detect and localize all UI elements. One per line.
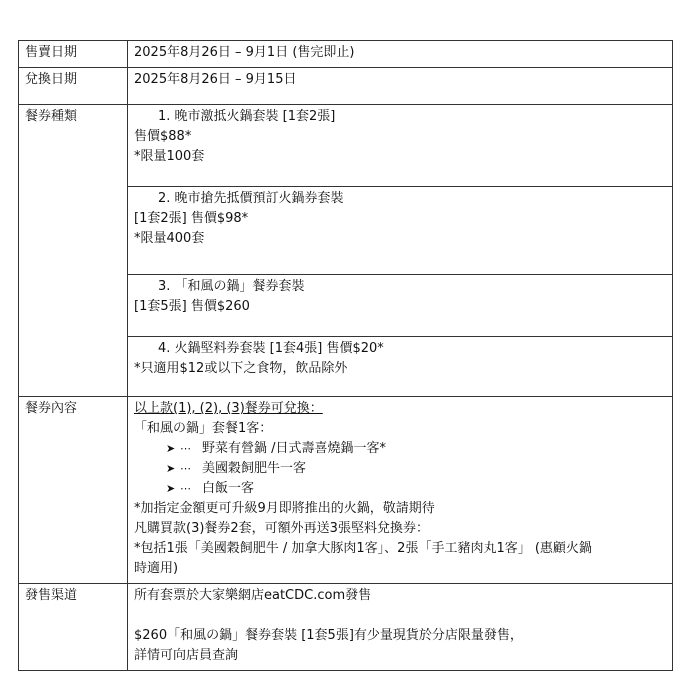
arrow-bullet-icon: ➤ bbox=[166, 442, 176, 455]
value-sale-period: 2025年8月26日 – 9月1日 (售完即止) bbox=[128, 41, 673, 68]
value-redeem-period: 2025年8月26日 – 9月15日 bbox=[128, 68, 673, 105]
voucher-content-heading: 以上款(1), (2), (3)餐券可兌換： bbox=[134, 401, 323, 416]
row-redeem-period bbox=[19, 68, 673, 105]
voucher-content-note-3: *包括1張「美國穀飼肥牛 / 加拿大豚肉1客」、2張「手工豬肉丸1客」 (惠顧火鍋 bbox=[134, 541, 592, 556]
voucher-option-1-title: 1. 晚市激抵火鍋套裝 [1套2張] bbox=[158, 109, 336, 124]
ellipsis-icon: ⋯ bbox=[180, 442, 191, 455]
voucher-option-1-price: 售價$88* bbox=[134, 129, 192, 144]
channels-line-1: 所有套票於大家樂網店eatCDC.com發售 bbox=[134, 588, 372, 603]
row-voucher-option-1 bbox=[19, 105, 673, 187]
label-sales-channels: 發售渠道 bbox=[19, 584, 128, 671]
ellipsis-icon: ⋯ bbox=[180, 482, 191, 495]
label-sale-period: 售賣日期 bbox=[19, 41, 128, 68]
voucher-content-bullet-1 bbox=[134, 439, 666, 459]
voucher-content-note-4: 時適用) bbox=[134, 561, 179, 576]
voucher-option-4-title: 4. 火鍋堅料券套裝 [1套4張] 售價$20* bbox=[158, 341, 384, 356]
voucher-content-note-1: *加指定金額更可升級9月即將推出的火鍋，敬請期待 bbox=[134, 501, 435, 516]
voucher-option-2 bbox=[128, 187, 673, 275]
voucher-option-2-price: [1套2張] 售價$98* bbox=[134, 211, 249, 226]
voucher-content-set: 「和風の鍋」套餐1客： bbox=[134, 421, 273, 436]
voucher-content-bullet-2 bbox=[134, 459, 666, 479]
voucher-option-2-limit: *限量400套 bbox=[134, 231, 205, 246]
voucher-content-note-2: 凡購買款(3)餐券2套，可額外再送3張堅料兌換券： bbox=[134, 521, 429, 536]
value-sales-channels bbox=[128, 584, 673, 671]
row-sales-channels bbox=[19, 584, 673, 671]
bullet-text: 野菜有營鍋 /日式壽喜燒鍋一客* bbox=[202, 441, 387, 456]
bullet-text: 白飯一客 bbox=[202, 481, 255, 496]
voucher-option-3-price: [1套5張] 售價$260 bbox=[134, 299, 250, 314]
voucher-info-table bbox=[18, 40, 673, 671]
voucher-option-4 bbox=[128, 337, 673, 397]
arrow-bullet-icon: ➤ bbox=[166, 462, 176, 475]
voucher-option-4-note: *只適用$12或以下之食物，飲品除外 bbox=[134, 361, 348, 376]
row-sale-period bbox=[19, 41, 673, 68]
voucher-option-1 bbox=[128, 105, 673, 187]
voucher-option-3-title: 3. 「和風の鍋」餐券套裝 bbox=[158, 279, 305, 294]
value-voucher-content bbox=[128, 397, 673, 584]
bullet-text: 美國穀飼肥牛一客 bbox=[202, 461, 307, 476]
channels-spacer bbox=[134, 606, 666, 626]
ellipsis-icon: ⋯ bbox=[180, 462, 191, 475]
voucher-option-1-limit: *限量100套 bbox=[134, 149, 205, 164]
channels-line-3: 詳情可向店員查詢 bbox=[134, 648, 239, 663]
label-redeem-period: 兌換日期 bbox=[19, 68, 128, 105]
label-voucher-content: 餐券內容 bbox=[19, 397, 128, 584]
voucher-option-2-title: 2. 晚市搶先抵價預訂火鍋券套裝 bbox=[158, 191, 344, 206]
arrow-bullet-icon: ➤ bbox=[166, 482, 176, 495]
channels-line-2: $260「和風の鍋」餐券套裝 [1套5張]有少量現貨於分店限量發售， bbox=[134, 628, 523, 643]
label-voucher-types: 餐券種類 bbox=[19, 105, 128, 397]
row-voucher-content bbox=[19, 397, 673, 584]
voucher-option-3 bbox=[128, 275, 673, 337]
voucher-content-bullet-3 bbox=[134, 479, 666, 499]
